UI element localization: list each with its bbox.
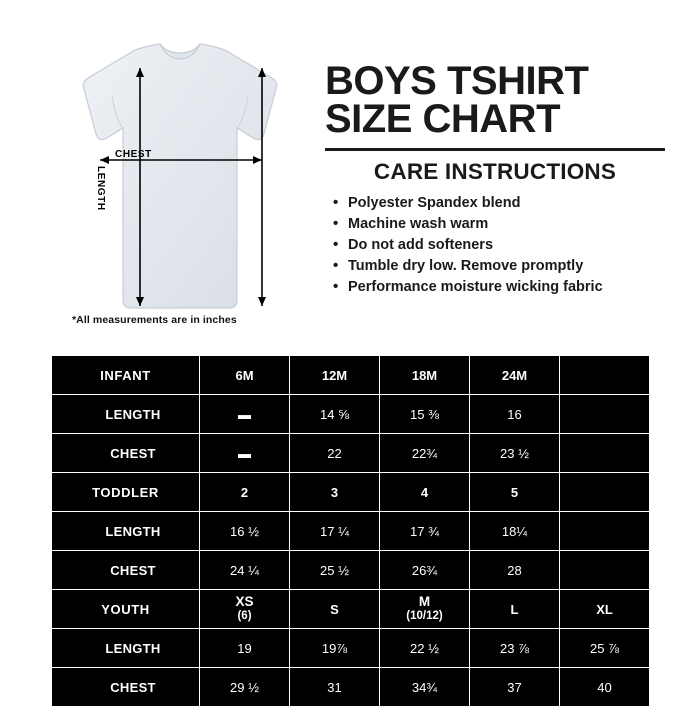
empty-cell: [560, 551, 650, 590]
size-header-sub: (6): [237, 610, 252, 622]
size-chart-table: [51, 355, 650, 707]
empty-cell: [560, 512, 650, 551]
size-header: 4: [380, 473, 470, 512]
size-header: 5: [470, 473, 560, 512]
care-item: • Do not add softeners: [331, 235, 665, 256]
cell-value: ▬: [200, 395, 290, 434]
size-header: [200, 590, 290, 629]
size-header-main: XS: [235, 594, 254, 609]
cell-value: 23 ⅞: [470, 629, 560, 668]
cell-value: 14 ⅝: [290, 395, 380, 434]
cell-value: 18¼: [470, 512, 560, 551]
empty-cell: [560, 356, 650, 395]
size-header: 12M: [290, 356, 380, 395]
cell-value: 23 ½: [470, 434, 560, 473]
care-item: • Tumble dry low. Remove promptly: [331, 256, 665, 277]
row-label-chest: CHEST: [52, 668, 200, 707]
empty-cell: [560, 434, 650, 473]
care-item: • Polyester Spandex blend: [331, 193, 665, 214]
table-row: [52, 434, 650, 473]
category-youth: YOUTH: [52, 590, 200, 629]
table-row: [52, 629, 650, 668]
size-header: L: [470, 590, 560, 629]
cell-value: 25 ⅞: [560, 629, 650, 668]
row-label-length: LENGTH: [52, 512, 200, 551]
cell-value: 28: [470, 551, 560, 590]
category-toddler: TODDLER: [52, 473, 200, 512]
size-header-main: M: [418, 594, 431, 609]
table-row: [52, 668, 650, 707]
cell-value: 31: [290, 668, 380, 707]
cell-value: ▬: [200, 434, 290, 473]
title-divider: [325, 148, 665, 151]
cell-value: 17 ¾: [380, 512, 470, 551]
category-infant: INFANT: [52, 356, 200, 395]
cell-value: 22 ½: [380, 629, 470, 668]
cell-value: 25 ½: [290, 551, 380, 590]
cell-value: 24 ¼: [200, 551, 290, 590]
care-item: • Machine wash warm: [331, 214, 665, 235]
table-row: [52, 551, 650, 590]
size-header: XL: [560, 590, 650, 629]
tshirt-illustration: [40, 38, 310, 328]
cell-value: 37: [470, 668, 560, 707]
length-label: LENGTH: [95, 166, 106, 211]
header-text-block: [325, 59, 665, 298]
table-row: [52, 473, 650, 512]
table-row: [52, 512, 650, 551]
cell-value: 16: [470, 395, 560, 434]
size-header: 2: [200, 473, 290, 512]
cell-value: 34¾: [380, 668, 470, 707]
cell-value: 40: [560, 668, 650, 707]
size-header: 18M: [380, 356, 470, 395]
empty-cell: [560, 473, 650, 512]
cell-value: 29 ½: [200, 668, 290, 707]
size-header: [380, 590, 470, 629]
cell-value: 22: [290, 434, 380, 473]
size-table-wrapper: [51, 355, 649, 707]
empty-cell: [560, 395, 650, 434]
cell-value: 26¾: [380, 551, 470, 590]
size-header: 3: [290, 473, 380, 512]
table-row: [52, 590, 650, 629]
size-header: 6M: [200, 356, 290, 395]
row-label-length: LENGTH: [52, 629, 200, 668]
cell-value: 15 ⅜: [380, 395, 470, 434]
care-item: • Performance moisture wicking fabric: [331, 277, 665, 298]
measurement-footnote: *All measurements are in inches: [72, 314, 237, 326]
care-instructions-list: [325, 193, 665, 298]
care-instructions-title: CARE INSTRUCTIONS: [373, 159, 617, 184]
table-row: [52, 356, 650, 395]
size-header: S: [290, 590, 380, 629]
cell-value: 17 ¼: [290, 512, 380, 551]
chest-label: CHEST: [115, 149, 152, 160]
page-title-line1: BOYS TSHIRT: [325, 59, 589, 103]
cell-value: 22¾: [380, 434, 470, 473]
tshirt-icon: [40, 38, 310, 328]
row-label-length: LENGTH: [52, 395, 200, 434]
size-header: 24M: [470, 356, 560, 395]
cell-value: 19⅞: [290, 629, 380, 668]
row-label-chest: CHEST: [52, 434, 200, 473]
top-section: [0, 0, 700, 338]
row-label-chest: CHEST: [52, 551, 200, 590]
cell-value: 19: [200, 629, 290, 668]
size-header-sub: (10/12): [406, 610, 443, 622]
cell-value: 16 ½: [200, 512, 290, 551]
table-row: [52, 395, 650, 434]
page-title-line2: SIZE CHART: [325, 97, 560, 141]
